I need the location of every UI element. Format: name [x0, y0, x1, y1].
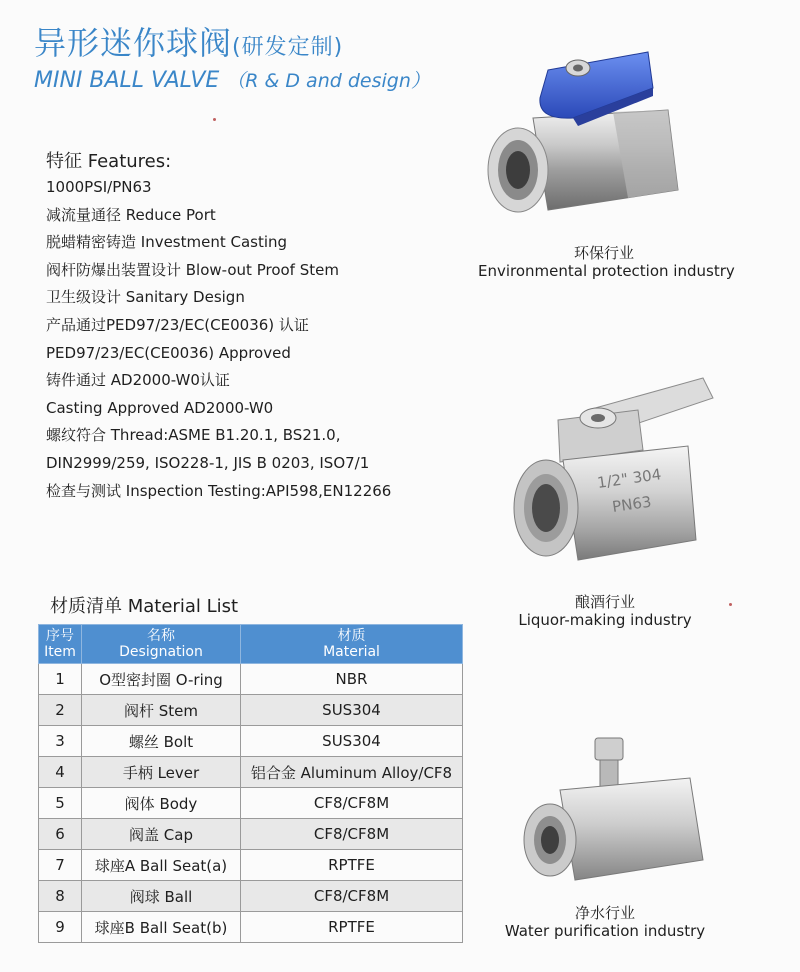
row-designation: 阀球 Ball	[82, 881, 241, 912]
print-speck	[729, 603, 732, 606]
print-speck	[213, 118, 216, 121]
row-designation: 螺丝 Bolt	[82, 726, 241, 757]
valve-photo-liquor	[498, 370, 720, 575]
page-title-cn	[34, 18, 343, 64]
material-list-heading: 材质清单 Material List	[50, 596, 239, 617]
row-material: CF8/CF8M	[241, 788, 463, 819]
row-material: RPTFE	[241, 850, 463, 881]
caption-water-cn: 净水行业	[574, 904, 635, 922]
feature-item: PED97/23/EC(CE0036) Approved	[46, 343, 291, 362]
header-material	[241, 625, 463, 664]
table-row	[39, 788, 463, 819]
features-heading: 特征 Features:	[46, 151, 172, 172]
header-item-en: Item	[44, 644, 76, 660]
table-row	[39, 850, 463, 881]
features-list	[46, 176, 391, 507]
row-designation: 球座A Ball Seat(a)	[82, 850, 241, 881]
row-designation: 球座B Ball Seat(b)	[82, 912, 241, 943]
row-material: CF8/CF8M	[241, 881, 463, 912]
header-designation-en: Designation	[119, 644, 203, 660]
header-designation-cn: 名称	[147, 628, 175, 644]
valve-photo-water	[505, 730, 715, 900]
page-title-en	[34, 66, 430, 93]
row-item: 2	[39, 695, 82, 726]
feature-item: 铸件通过 AD2000-W0认证	[46, 371, 230, 390]
title-en-main: MINI BALL VALVE	[34, 68, 220, 93]
row-designation: 阀盖 Cap	[82, 819, 241, 850]
caption-environmental-en: Environmental protection industry	[478, 262, 735, 280]
caption-environmental	[478, 244, 735, 280]
material-table	[38, 624, 463, 943]
caption-liquor-cn: 酿酒行业	[574, 593, 635, 611]
caption-environmental-cn: 环保行业	[573, 244, 634, 262]
table-row	[39, 726, 463, 757]
feature-item: 产品通过PED97/23/EC(CE0036) 认证	[46, 315, 309, 334]
valve-marking-pn: PN63	[611, 492, 653, 516]
row-item: 4	[39, 757, 82, 788]
caption-liquor	[500, 593, 710, 629]
feature-item: 阀杆防爆出装置设计 Blow-out Proof Stem	[46, 260, 339, 279]
feature-item: 脱蜡精密铸造 Investment Casting	[46, 233, 288, 252]
valve-photo-environmental	[478, 40, 708, 240]
row-designation: 手柄 Lever	[82, 757, 241, 788]
table-row	[39, 757, 463, 788]
row-item: 7	[39, 850, 82, 881]
table-row	[39, 695, 463, 726]
valve-marking-size: 1/2" 304	[596, 465, 663, 492]
row-item: 8	[39, 881, 82, 912]
caption-water-en: Water purification industry	[504, 922, 706, 940]
row-item: 3	[39, 726, 82, 757]
feature-item: 螺纹符合 Thread:ASME B1.20.1, BS21.0,	[46, 426, 341, 445]
table-row	[39, 819, 463, 850]
header-designation	[82, 625, 241, 664]
table-row	[39, 881, 463, 912]
feature-item: 检查与测试 Inspection Testing:API598,EN12266	[46, 481, 392, 500]
row-material: SUS304	[241, 726, 463, 757]
row-item: 1	[39, 664, 82, 695]
row-material: SUS304	[241, 695, 463, 726]
row-item: 9	[39, 912, 82, 943]
header-item-cn: 序号	[46, 628, 74, 644]
row-item: 6	[39, 819, 82, 850]
row-material: 铝合金 Aluminum Alloy/CF8	[241, 757, 463, 788]
row-material: NBR	[241, 664, 463, 695]
caption-liquor-en: Liquor-making industry	[518, 611, 692, 629]
title-cn-main: 异形迷你球阀	[34, 24, 233, 62]
caption-water	[500, 904, 710, 940]
feature-item: Casting Approved AD2000-W0	[46, 398, 274, 417]
row-material: CF8/CF8M	[241, 819, 463, 850]
row-item: 5	[39, 788, 82, 819]
feature-item: 减流量通径 Reduce Port	[46, 205, 216, 224]
material-table-header	[39, 625, 463, 664]
feature-item: 卫生级设计 Sanitary Design	[46, 288, 245, 307]
table-row	[39, 912, 463, 943]
feature-item: DIN2999/259, ISO228-1, JIS B 0203, ISO7/1	[46, 453, 370, 472]
table-row	[39, 664, 463, 695]
row-material: RPTFE	[241, 912, 463, 943]
title-cn-sub: (研发定制)	[232, 35, 344, 60]
title-en-sub: （R & D and design）	[226, 70, 430, 92]
row-designation: 阀体 Body	[82, 788, 241, 819]
header-item	[39, 625, 82, 664]
header-material-cn: 材质	[337, 628, 366, 644]
feature-item: 1000PSI/PN63	[46, 178, 152, 196]
row-designation: 阀杆 Stem	[82, 695, 241, 726]
row-designation: O型密封圈 O-ring	[82, 664, 241, 695]
header-material-en: Material	[323, 644, 380, 660]
